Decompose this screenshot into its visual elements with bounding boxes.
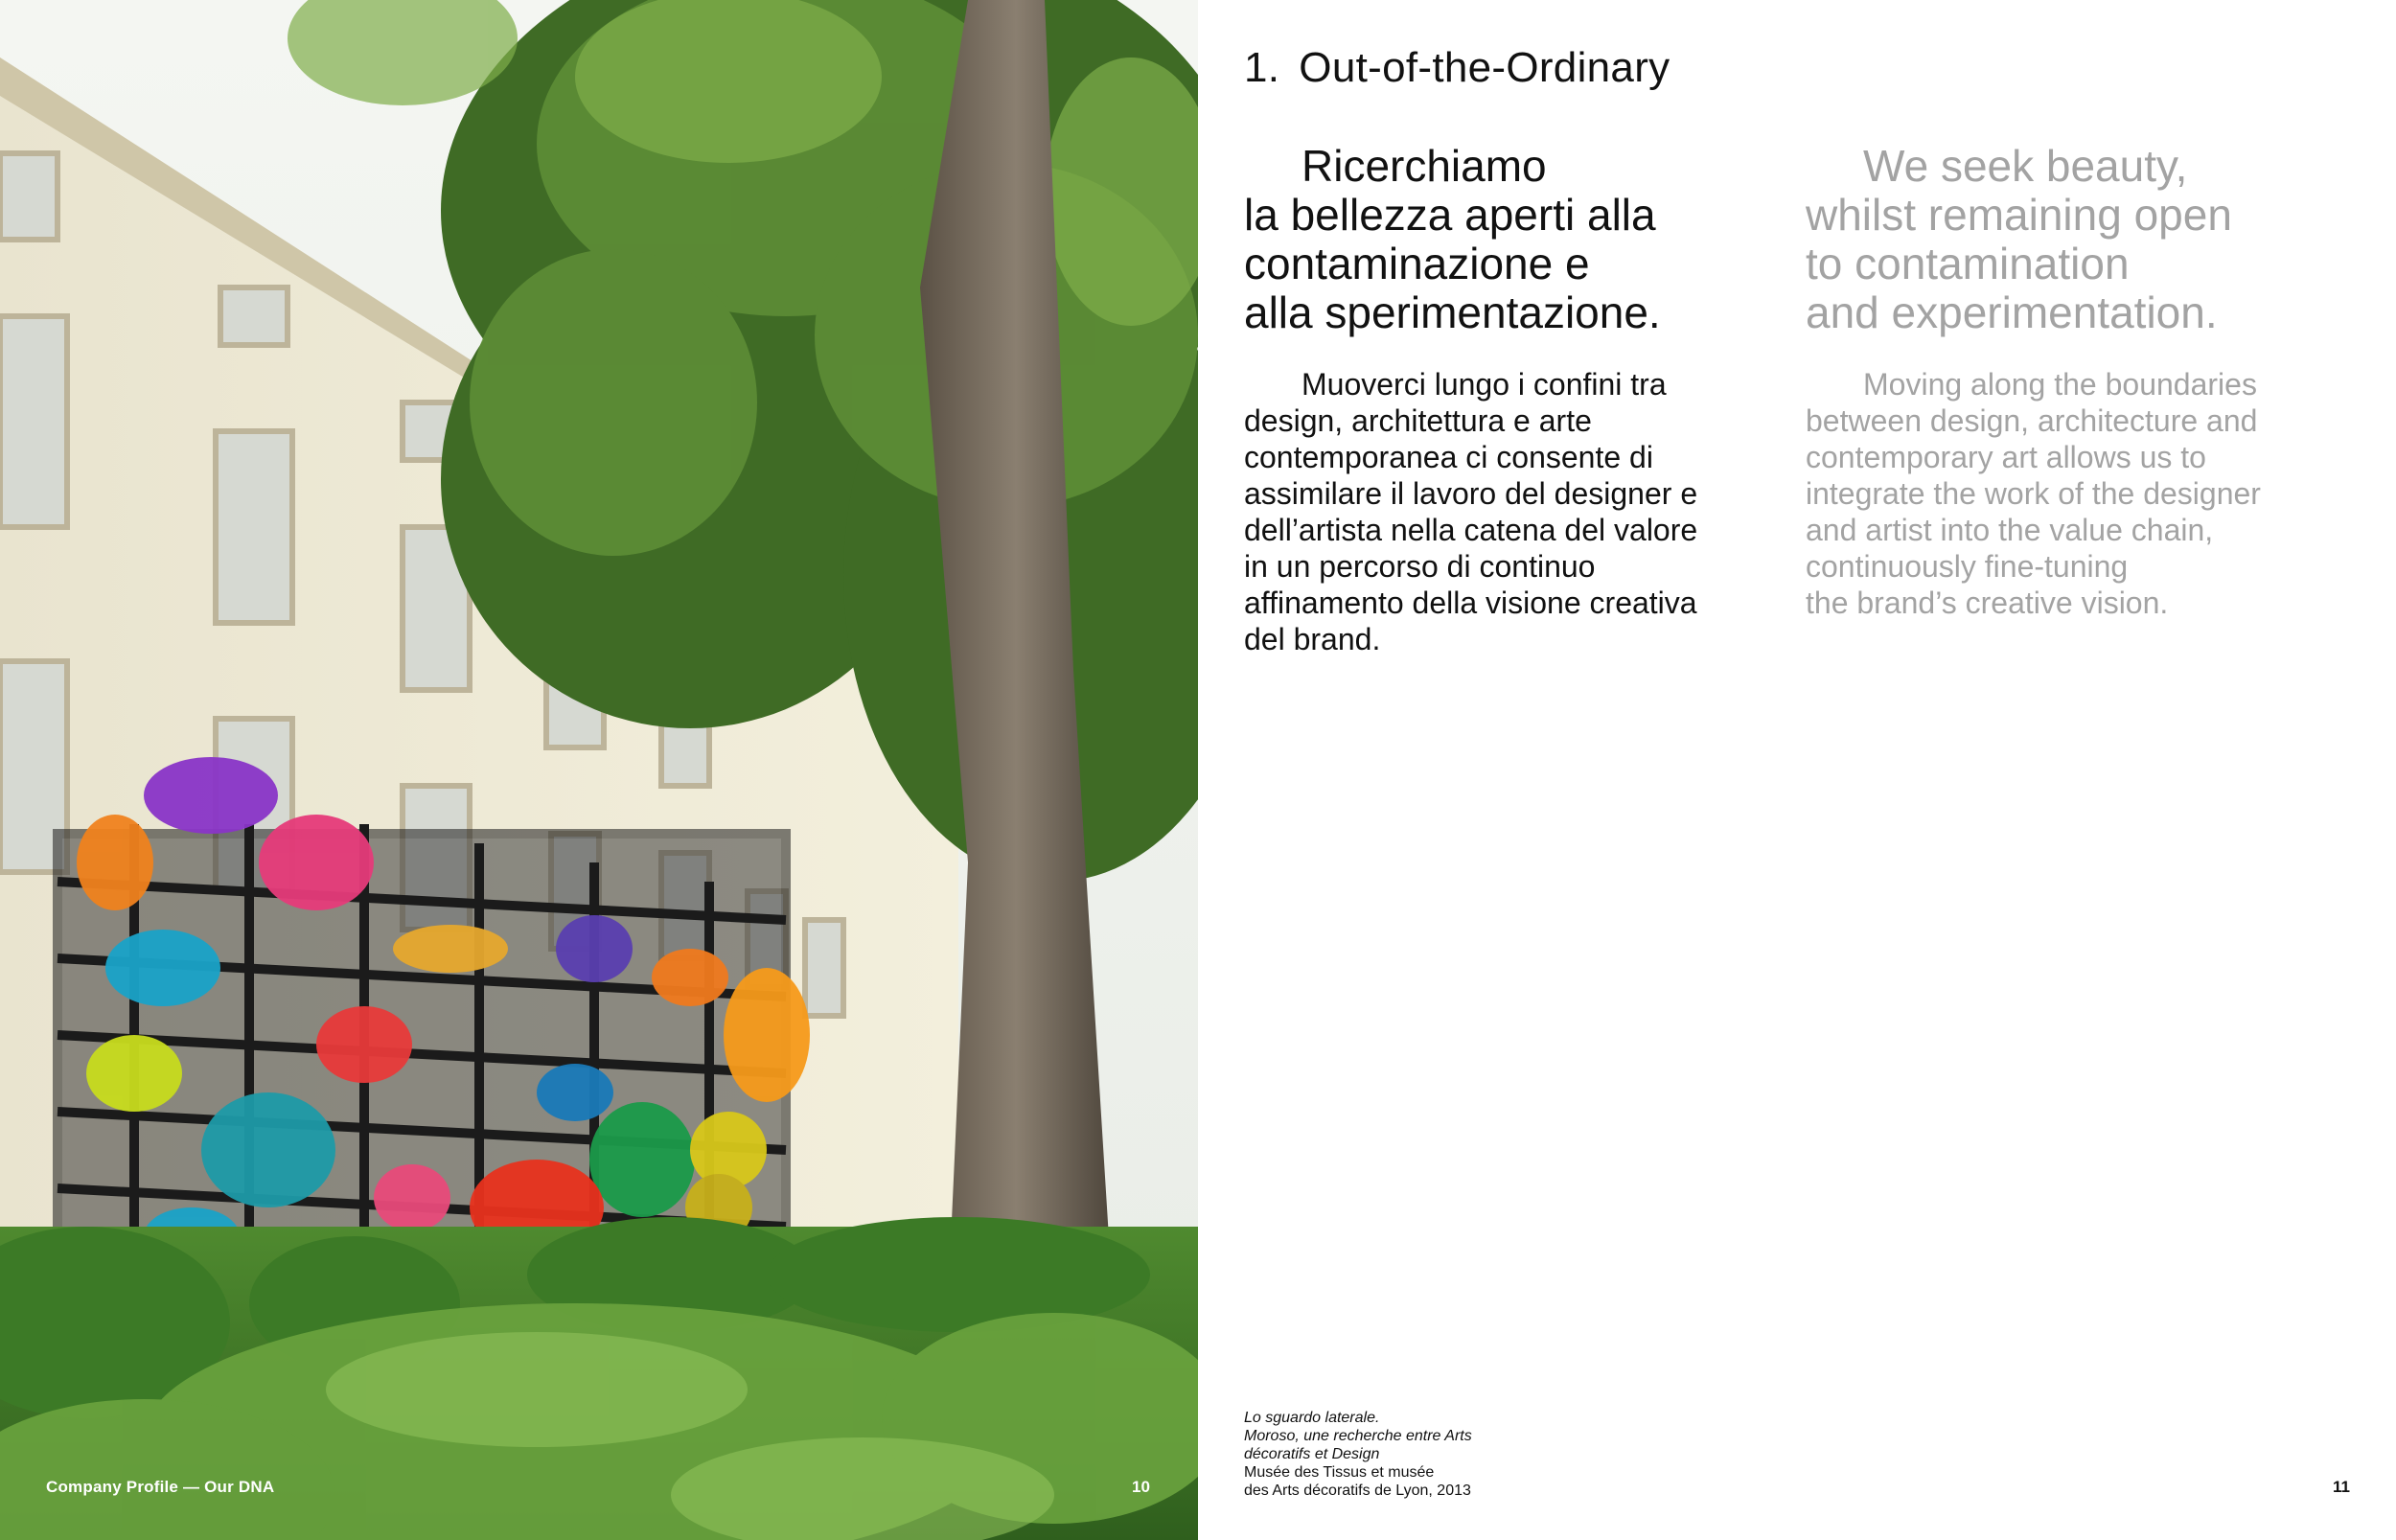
caption-line: décoratifs et Design [1244, 1446, 1380, 1462]
english-body-line: integrate the work of the designer [1806, 476, 2261, 511]
italian-body [1244, 366, 1697, 657]
english-lead-line: and experimentation. [1806, 287, 2218, 337]
footer-section-label: Company Profile — Our DNA [46, 1478, 275, 1496]
english-body [1806, 366, 2261, 621]
english-body-line: Moving along the boundaries [1863, 367, 2257, 402]
english-lead-line: whilst remaining open [1806, 190, 2232, 240]
italian-lead-line: contaminazione e [1244, 239, 1590, 288]
english-body-line: the brand’s creative vision. [1806, 586, 2169, 620]
italian-lead-line: la bellezza aperti alla [1244, 190, 1656, 240]
english-lead-line: We seek beauty, [1863, 141, 2188, 191]
caption-line: Musée des Tissus et musée [1244, 1464, 1435, 1481]
page-number-right: 11 [2333, 1478, 2350, 1496]
section-heading [1244, 44, 1670, 92]
english-body-line: continuously fine-tuning [1806, 549, 2129, 584]
caption-line: Moroso, une recherche entre Arts [1244, 1428, 1472, 1444]
english-lead-line: to contamination [1806, 239, 2130, 288]
english-lead [1806, 142, 2232, 337]
italian-body-line: Muoverci lungo i confini tra [1302, 367, 1667, 402]
italian-body-line: design, architettura e arte [1244, 403, 1592, 438]
section-title: Out-of-the-Ordinary [1299, 44, 1670, 91]
italian-body-line: dell’artista nella catena del valore [1244, 513, 1698, 547]
italian-lead-line: Ricerchiamo [1302, 141, 1547, 191]
page-number-left: 10 [1132, 1478, 1150, 1496]
italian-body-line: del brand. [1244, 622, 1381, 656]
english-body-line: between design, architecture and [1806, 403, 2258, 438]
caption-line: Lo sguardo laterale. [1244, 1410, 1380, 1426]
section-number: 1. [1244, 44, 1280, 91]
english-body-line: contemporary art allows us to [1806, 440, 2206, 474]
italian-body-line: in un percorso di continuo [1244, 549, 1596, 584]
italian-lead-line: alla sperimentazione. [1244, 287, 1661, 337]
english-body-line: and artist into the value chain, [1806, 513, 2214, 547]
italian-body-line: affinamento della visione creativa [1244, 586, 1697, 620]
italian-lead [1244, 142, 1661, 337]
photo-caption [1244, 1409, 1472, 1500]
italian-body-line: assimilare il lavoro del designer e [1244, 476, 1698, 511]
italian-body-line: contemporanea ci consente di [1244, 440, 1653, 474]
caption-line: des Arts décoratifs de Lyon, 2013 [1244, 1483, 1471, 1499]
